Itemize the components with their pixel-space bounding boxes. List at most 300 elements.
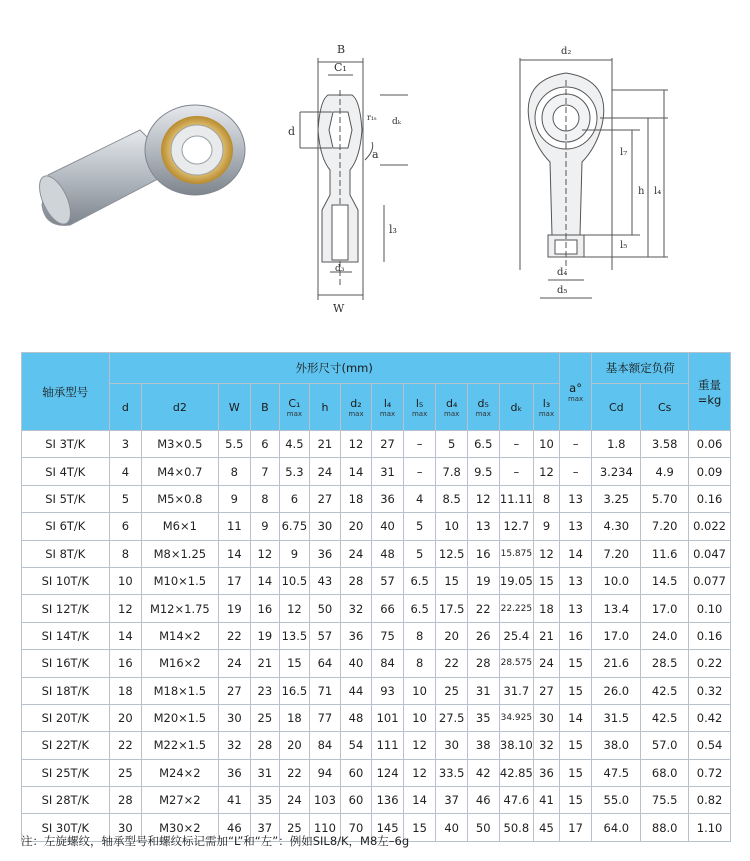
label-l7: l₇	[620, 147, 628, 158]
table-cell: 25.4	[499, 622, 534, 649]
table-cell: 21.6	[592, 650, 641, 677]
table-cell: 43	[310, 567, 341, 594]
table-cell: SI 25T/K	[22, 759, 110, 786]
table-cell: 12	[279, 595, 310, 622]
table-cell: 4	[403, 485, 436, 512]
table-cell: 19	[467, 567, 499, 594]
table-cell: 28.5	[641, 650, 689, 677]
table-cell: 12	[534, 458, 560, 485]
column-header-row	[22, 384, 731, 431]
table-cell: 11	[218, 513, 251, 540]
table-cell: 31.7	[499, 677, 534, 704]
table-cell: 27	[310, 485, 341, 512]
table-cell: 14	[340, 458, 372, 485]
label-d2: d₂	[561, 46, 572, 57]
table-cell: 40	[436, 814, 468, 841]
table-row	[22, 595, 731, 622]
table-cell: 93	[372, 677, 404, 704]
table-cell: 16	[559, 622, 592, 649]
table-cell: 30	[310, 513, 341, 540]
table-cell: 3	[109, 431, 142, 458]
table-cell: 0.16	[689, 622, 731, 649]
table-cell: 7.20	[641, 513, 689, 540]
table-cell: 0.32	[689, 677, 731, 704]
table-cell: 10.0	[592, 567, 641, 594]
table-cell: 14	[559, 704, 592, 731]
table-cell: 20	[436, 622, 468, 649]
table-cell: 8	[109, 540, 142, 567]
table-cell: 50	[310, 595, 341, 622]
column-header-5: h	[310, 384, 341, 431]
label-h: h	[638, 186, 645, 197]
table-cell: 13.5	[279, 622, 310, 649]
table-cell: 0.54	[689, 732, 731, 759]
table-cell: M6×1	[142, 513, 218, 540]
table-cell: SI 14T/K	[22, 622, 110, 649]
table-cell: 12	[534, 540, 560, 567]
table-cell: 14	[403, 787, 436, 814]
table-cell: 84	[310, 732, 341, 759]
table-cell: 12.7	[499, 513, 534, 540]
header-dims-group: 外形尺寸(mm)	[109, 353, 559, 384]
table-cell: –	[403, 431, 436, 458]
table-cell: 88.0	[641, 814, 689, 841]
table-cell: SI 30T/K	[22, 814, 110, 841]
table-cell: 42.85	[499, 759, 534, 786]
table-cell: 15	[436, 567, 468, 594]
table-cell: 32	[534, 732, 560, 759]
label-d5: d₅	[557, 285, 568, 296]
table-cell: 15	[559, 650, 592, 677]
table-cell: 11.6	[641, 540, 689, 567]
table-cell: 15	[559, 759, 592, 786]
table-cell: M10×1.5	[142, 567, 218, 594]
table-cell: 38.10	[499, 732, 534, 759]
table-cell: M24×2	[142, 759, 218, 786]
table-cell: 17	[559, 814, 592, 841]
table-cell: 15.875	[499, 540, 534, 567]
table-cell: 15	[559, 732, 592, 759]
table-cell: 40	[372, 513, 404, 540]
table-cell: 14	[218, 540, 251, 567]
table-cell: 16	[251, 595, 280, 622]
table-cell: 20	[340, 513, 372, 540]
table-row	[22, 650, 731, 677]
table-cell: –	[499, 458, 534, 485]
table-cell: 16	[109, 650, 142, 677]
table-cell: 31	[467, 677, 499, 704]
table-cell: 17	[218, 567, 251, 594]
table-cell: 8	[403, 650, 436, 677]
table-cell: 0.72	[689, 759, 731, 786]
table-cell: 19.05	[499, 567, 534, 594]
table-cell: 21	[534, 622, 560, 649]
table-cell: 9	[534, 513, 560, 540]
table-cell: 25	[279, 814, 310, 841]
table-cell: M14×2	[142, 622, 218, 649]
table-cell: 1.10	[689, 814, 731, 841]
table-cell: M4×0.7	[142, 458, 218, 485]
table-row	[22, 458, 731, 485]
table-cell: 8	[534, 485, 560, 512]
table-cell: 27.5	[436, 704, 468, 731]
table-cell: SI 3T/K	[22, 431, 110, 458]
table-cell: –	[559, 431, 592, 458]
table-cell: SI 16T/K	[22, 650, 110, 677]
table-cell: 4.9	[641, 458, 689, 485]
table-cell: M27×2	[142, 787, 218, 814]
table-cell: 0.06	[689, 431, 731, 458]
table-cell: 23	[251, 677, 280, 704]
table-cell: M12×1.75	[142, 595, 218, 622]
table-cell: 37	[436, 787, 468, 814]
table-cell: M20×1.5	[142, 704, 218, 731]
table-cell: 1.8	[592, 431, 641, 458]
table-cell: 10.5	[279, 567, 310, 594]
table-cell: SI 28T/K	[22, 787, 110, 814]
table-cell: 13.4	[592, 595, 641, 622]
table-cell: 75.5	[641, 787, 689, 814]
column-header-8: l₅ max	[403, 384, 436, 431]
label-a: a	[372, 148, 379, 161]
table-cell: 14	[251, 567, 280, 594]
table-cell: 7.20	[592, 540, 641, 567]
table-cell: 14.5	[641, 567, 689, 594]
table-cell: 111	[372, 732, 404, 759]
table-cell: 8	[218, 458, 251, 485]
section-drawing	[300, 58, 408, 300]
table-cell: 44	[340, 677, 372, 704]
table-cell: 22	[467, 595, 499, 622]
table-cell: 36	[340, 622, 372, 649]
table-cell: 7	[251, 458, 280, 485]
column-header-7: l₄ max	[372, 384, 404, 431]
table-row	[22, 759, 731, 786]
table-cell: 47.5	[592, 759, 641, 786]
table-cell: 48	[372, 540, 404, 567]
table-cell: 3.58	[641, 431, 689, 458]
table-cell: M22×1.5	[142, 732, 218, 759]
table-cell: 21	[310, 431, 341, 458]
table-cell: –	[559, 458, 592, 485]
table-cell: 50.8	[499, 814, 534, 841]
table-cell: 4.30	[592, 513, 641, 540]
table-cell: 12.5	[436, 540, 468, 567]
table-cell: 12	[340, 431, 372, 458]
table-cell: 17.5	[436, 595, 468, 622]
table-cell: 14	[559, 540, 592, 567]
table-cell: 45	[534, 814, 560, 841]
table-cell: 12	[403, 732, 436, 759]
table-cell: 54	[340, 732, 372, 759]
table-cell: 21	[251, 650, 280, 677]
table-cell: 110	[310, 814, 341, 841]
table-cell: 4	[109, 458, 142, 485]
table-cell: M18×1.5	[142, 677, 218, 704]
drawings-area	[0, 0, 750, 345]
table-cell: 15	[534, 567, 560, 594]
table-cell: 6	[251, 431, 280, 458]
table-cell: 48	[340, 704, 372, 731]
table-cell: 84	[372, 650, 404, 677]
table-cell: 28	[251, 732, 280, 759]
table-cell: 6.5	[467, 431, 499, 458]
table-row	[22, 540, 731, 567]
table-cell: 5	[436, 431, 468, 458]
table-cell: 18	[340, 485, 372, 512]
column-header-4: C₁ max	[279, 384, 310, 431]
table-cell: 22	[279, 759, 310, 786]
table-cell: 124	[372, 759, 404, 786]
table-cell: SI 20T/K	[22, 704, 110, 731]
table-cell: SI 5T/K	[22, 485, 110, 512]
spec-body	[22, 431, 731, 842]
table-cell: 37	[251, 814, 280, 841]
header-weight: 重量 =kg	[689, 353, 731, 431]
table-cell: –	[499, 431, 534, 458]
table-cell: 41	[534, 787, 560, 814]
table-cell: 77	[310, 704, 341, 731]
column-header-11: dₖ	[499, 384, 534, 431]
table-cell: 18	[109, 677, 142, 704]
table-cell: 57	[310, 622, 341, 649]
table-row	[22, 513, 731, 540]
table-cell: 28.575	[499, 650, 534, 677]
table-cell: 31.5	[592, 704, 641, 731]
table-cell: 70	[340, 814, 372, 841]
table-cell: 60	[340, 787, 372, 814]
label-l5: l₅	[620, 240, 628, 251]
table-cell: 42.5	[641, 677, 689, 704]
table-cell: 27	[372, 431, 404, 458]
table-row	[22, 622, 731, 649]
table-cell: 15	[279, 650, 310, 677]
label-d4: d₄	[557, 267, 568, 278]
rod-end-photo	[33, 105, 245, 229]
label-B: B	[337, 43, 346, 56]
table-cell: 66	[372, 595, 404, 622]
table-cell: 31	[251, 759, 280, 786]
table-cell: 3.234	[592, 458, 641, 485]
front-view-drawing	[520, 58, 668, 298]
label-W: W	[333, 302, 345, 315]
table-cell: 0.077	[689, 567, 731, 594]
table-cell: M5×0.8	[142, 485, 218, 512]
table-cell: –	[403, 458, 436, 485]
table-cell: 17.0	[641, 595, 689, 622]
table-cell: 9	[279, 540, 310, 567]
label-l3: l₃	[389, 223, 397, 236]
table-row	[22, 567, 731, 594]
table-cell: 46	[467, 787, 499, 814]
table-cell: 10	[109, 567, 142, 594]
table-cell: 12	[467, 485, 499, 512]
table-cell: 36	[372, 485, 404, 512]
label-r1s: r₁ₛ	[367, 113, 377, 122]
table-cell: SI 8T/K	[22, 540, 110, 567]
table-cell: 64	[310, 650, 341, 677]
table-row	[22, 431, 731, 458]
table-cell: 22	[436, 650, 468, 677]
table-cell: 145	[372, 814, 404, 841]
table-cell: 30	[109, 814, 142, 841]
table-cell: 25	[251, 704, 280, 731]
table-cell: 6.5	[403, 595, 436, 622]
table-cell: 5	[109, 485, 142, 512]
table-cell: 17.0	[592, 622, 641, 649]
table-cell: 22	[109, 732, 142, 759]
table-cell: 11.11	[499, 485, 534, 512]
table-cell: 28	[467, 650, 499, 677]
table-cell: SI 18T/K	[22, 677, 110, 704]
table-cell: 31	[372, 458, 404, 485]
table-cell: 38.0	[592, 732, 641, 759]
header-angle: a° max	[559, 353, 592, 431]
table-cell: 12	[403, 759, 436, 786]
table-cell: 22	[218, 622, 251, 649]
table-cell: 36	[310, 540, 341, 567]
table-cell: 101	[372, 704, 404, 731]
table-cell: 13	[559, 595, 592, 622]
table-cell: 28	[340, 567, 372, 594]
table-cell: M16×2	[142, 650, 218, 677]
table-cell: 20	[279, 732, 310, 759]
table-cell: 68.0	[641, 759, 689, 786]
label-l4: l₄	[654, 186, 662, 197]
column-header-9: d₄ max	[436, 384, 468, 431]
table-cell: 27	[218, 677, 251, 704]
table-cell: 15	[403, 814, 436, 841]
label-dk: dₖ	[392, 117, 402, 127]
table-cell: 30	[436, 732, 468, 759]
table-cell: 47.6	[499, 787, 534, 814]
table-cell: 12	[109, 595, 142, 622]
table-cell: 24.0	[641, 622, 689, 649]
table-cell: 36	[218, 759, 251, 786]
table-cell: 32	[218, 732, 251, 759]
table-cell: 9	[218, 485, 251, 512]
table-cell: 42.5	[641, 704, 689, 731]
table-cell: 18	[279, 704, 310, 731]
table-cell: 57	[372, 567, 404, 594]
table-cell: 26.0	[592, 677, 641, 704]
column-header-12: l₃ max	[534, 384, 560, 431]
table-cell: 15	[559, 787, 592, 814]
table-row	[22, 787, 731, 814]
table-cell: 24	[310, 458, 341, 485]
table-cell: 42	[467, 759, 499, 786]
table-cell: 27	[534, 677, 560, 704]
table-cell: 25	[109, 759, 142, 786]
table-cell: 13	[559, 567, 592, 594]
column-header-0: d	[109, 384, 142, 431]
table-cell: 5	[403, 513, 436, 540]
table-cell: M8×1.25	[142, 540, 218, 567]
table-cell: 6.5	[403, 567, 436, 594]
column-header-1: d2	[142, 384, 218, 431]
header-model: 轴承型号	[22, 353, 110, 431]
table-row	[22, 677, 731, 704]
table-cell: 5.70	[641, 485, 689, 512]
footnote: 注：左旋螺纹，轴承型号和螺纹标记需加“L”和“左”：例如SIL8/K，M8左–6g	[21, 834, 410, 848]
table-cell: 64.0	[592, 814, 641, 841]
table-cell: 24	[534, 650, 560, 677]
table-cell: 5	[403, 540, 436, 567]
column-header-cs: Cs	[641, 384, 689, 431]
table-cell: 0.09	[689, 458, 731, 485]
table-cell: 0.82	[689, 787, 731, 814]
label-d3: d₃	[335, 264, 345, 274]
table-cell: 10	[403, 704, 436, 731]
table-cell: 30	[218, 704, 251, 731]
table-cell: 50	[467, 814, 499, 841]
table-cell: 3.25	[592, 485, 641, 512]
table-cell: 16	[467, 540, 499, 567]
table-cell: 8	[251, 485, 280, 512]
table-cell: 32	[340, 595, 372, 622]
table-cell: 33.5	[436, 759, 468, 786]
table-cell: 25	[436, 677, 468, 704]
table-cell: SI 22T/K	[22, 732, 110, 759]
table-cell: 46	[218, 814, 251, 841]
table-cell: 35	[467, 704, 499, 731]
table-cell: 0.10	[689, 595, 731, 622]
table-cell: SI 12T/K	[22, 595, 110, 622]
table-cell: 19	[218, 595, 251, 622]
table-cell: 5.3	[279, 458, 310, 485]
table-cell: 12	[251, 540, 280, 567]
table-cell: 22.225	[499, 595, 534, 622]
column-header-6: d₂ max	[340, 384, 372, 431]
label-d: d	[288, 125, 296, 138]
table-cell: 0.16	[689, 485, 731, 512]
table-cell: 28	[109, 787, 142, 814]
table-cell: 13	[559, 485, 592, 512]
table-cell: 8	[403, 622, 436, 649]
table-cell: 24	[218, 650, 251, 677]
table-cell: 0.047	[689, 540, 731, 567]
table-cell: 9.5	[467, 458, 499, 485]
table-cell: 0.022	[689, 513, 731, 540]
table-cell: 0.42	[689, 704, 731, 731]
table-cell: 19	[251, 622, 280, 649]
table-cell: 5.5	[218, 431, 251, 458]
table-cell: 35	[251, 787, 280, 814]
table-cell: 10	[534, 431, 560, 458]
table-cell: 13	[467, 513, 499, 540]
table-row	[22, 732, 731, 759]
table-cell: SI 10T/K	[22, 567, 110, 594]
header-load-group: 基本额定负荷	[592, 353, 689, 384]
table-row	[22, 485, 731, 512]
table-cell: 20	[109, 704, 142, 731]
table-cell: 14	[109, 622, 142, 649]
table-cell: 36	[534, 759, 560, 786]
table-cell: 6	[279, 485, 310, 512]
table-cell: 41	[218, 787, 251, 814]
table-cell: M3×0.5	[142, 431, 218, 458]
column-header-2: W	[218, 384, 251, 431]
table-cell: 6.75	[279, 513, 310, 540]
table-cell: 57.0	[641, 732, 689, 759]
table-cell: 94	[310, 759, 341, 786]
table-cell: 10	[403, 677, 436, 704]
table-cell: 40	[340, 650, 372, 677]
table-cell: 6	[109, 513, 142, 540]
table-cell: 4.5	[279, 431, 310, 458]
table-cell: 13	[559, 513, 592, 540]
table-cell: 18	[534, 595, 560, 622]
